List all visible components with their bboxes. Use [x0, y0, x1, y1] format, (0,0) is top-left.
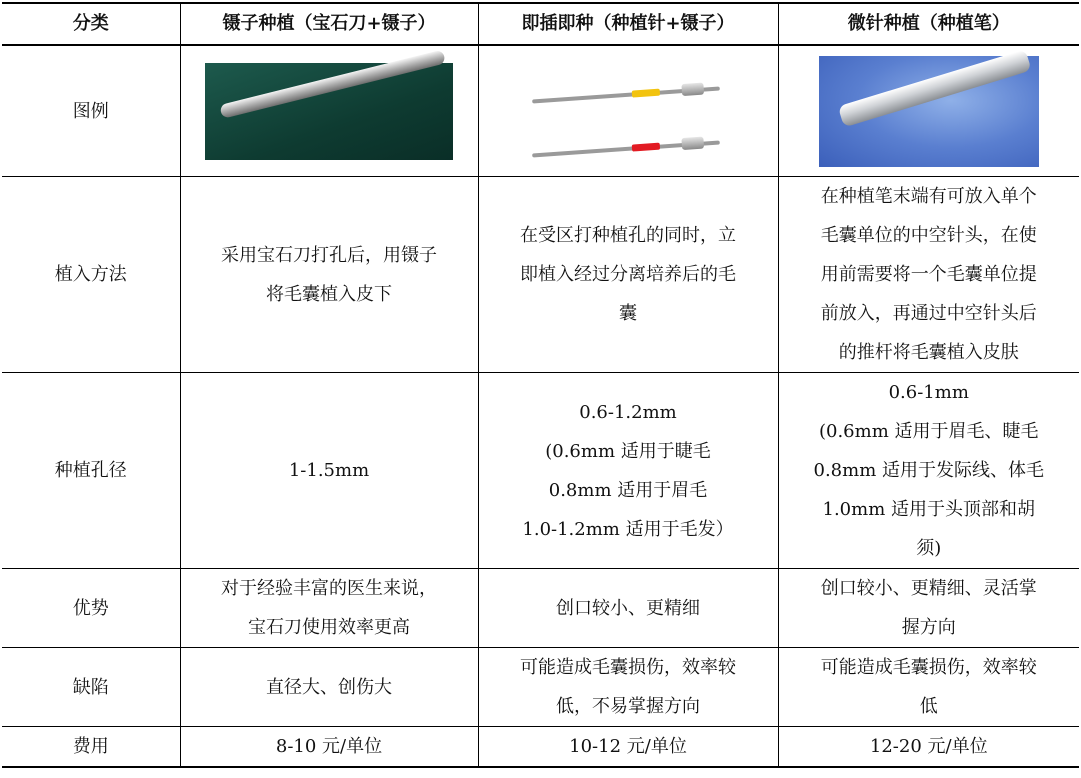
- text-line: 低: [919, 696, 938, 717]
- needle-yellow: [532, 86, 720, 103]
- text-line: 1-1.5mm: [288, 460, 370, 481]
- text-line: 囊: [619, 303, 637, 324]
- text-line: 1.0-1.2mm 适用于毛发）: [522, 518, 734, 540]
- row-label-advantage: 优势: [2, 569, 180, 648]
- illustration-cell-3: [778, 45, 1079, 177]
- cost-cell-2: [478, 727, 778, 768]
- hole-cell-1: [180, 373, 478, 569]
- text-line: 8-10 元/单位: [275, 736, 383, 757]
- row-advantage: [2, 569, 1079, 648]
- text-line: 10-12 元/单位: [569, 736, 687, 757]
- header-row: [2, 3, 1079, 45]
- text-line: 创口较小、更精细、灵活掌: [820, 578, 1037, 599]
- text-line: 可能造成毛囊损伤，效率较: [520, 657, 736, 678]
- header-category: 分类: [2, 3, 180, 45]
- row-label-hole-diameter: 种植孔径: [2, 373, 180, 569]
- header-microneedle-method: 微针种植（种植笔）: [778, 3, 1079, 45]
- text-line: 毛囊单位的中空针头，在使: [820, 225, 1037, 246]
- text-line: 握方向: [901, 617, 956, 638]
- text-line: 0.6-1mm: [888, 382, 969, 403]
- illustration-cell-2: [478, 45, 778, 177]
- disadvantage-cell-3: [778, 648, 1079, 727]
- row-illustration: [2, 45, 1079, 177]
- header-tweezer-method: 镊子种植（宝石刀+镊子）: [180, 3, 478, 45]
- text-line: 在受区打种植孔的同时，立: [520, 225, 736, 246]
- text-line: 低，不易掌握方向: [556, 696, 700, 717]
- method-cell-1: [180, 177, 478, 373]
- row-cost: [2, 727, 1079, 768]
- cost-cell-3: [778, 727, 1079, 768]
- text-line: 直径大、创伤大: [266, 676, 392, 698]
- method-cell-2: [478, 177, 778, 373]
- text-line: 的推杆将毛囊植入皮肤: [838, 342, 1019, 363]
- row-label-method: 植入方法: [2, 177, 180, 373]
- text-line: 可能造成毛囊损伤，效率较: [820, 657, 1037, 678]
- text-line: 宝石刀使用效率更高: [248, 617, 410, 638]
- gem-blade-pen-image: [205, 63, 453, 160]
- hole-cell-3: [778, 373, 1079, 569]
- text-line: 1.0mm 适用于头顶部和胡: [822, 499, 1035, 520]
- advantage-cell-3: [778, 569, 1079, 648]
- implant-needles-image: [528, 61, 728, 161]
- text-line: 0.6-1.2mm: [579, 401, 677, 423]
- implant-pen-image: [819, 56, 1039, 167]
- row-hole-diameter: [2, 373, 1079, 569]
- text-line: (0.6mm 适用于眉毛、睫毛: [818, 421, 1039, 442]
- text-line: 须): [916, 538, 942, 559]
- advantage-cell-1: [180, 569, 478, 648]
- text-line: 0.8mm 适用于发际线、体毛: [813, 460, 1044, 481]
- text-line: 用前需要将一个毛囊单位提: [820, 264, 1037, 285]
- text-line: (0.6mm 适用于睫毛: [545, 440, 711, 462]
- comparison-table: [2, 2, 1079, 768]
- row-disadvantage: [2, 648, 1079, 727]
- text-line: 0.8mm 适用于眉毛: [548, 479, 708, 501]
- text-line: 12-20 元/单位: [869, 736, 988, 757]
- disadvantage-cell-1: [180, 648, 478, 727]
- text-line: 采用宝石刀打孔后，用镊子: [221, 244, 437, 266]
- text-line: 创口较小、更精细: [556, 597, 700, 619]
- text-line: 对于经验丰富的医生来说，: [221, 578, 437, 599]
- advantage-cell-2: [478, 569, 778, 648]
- illustration-cell-1: [180, 45, 478, 177]
- needle-red: [532, 140, 720, 157]
- text-line: 即植入经过分离培养后的毛: [520, 264, 736, 285]
- disadvantage-cell-2: [478, 648, 778, 727]
- row-label-cost: 费用: [2, 727, 180, 768]
- row-method: [2, 177, 1079, 373]
- row-label-disadvantage: 缺陷: [2, 648, 180, 727]
- method-cell-3: [778, 177, 1079, 373]
- text-line: 将毛囊植入皮下: [266, 283, 392, 305]
- pen-body: [838, 49, 1032, 127]
- header-insert-method: 即插即种（种植针+镊子）: [478, 3, 778, 45]
- pen-body: [219, 49, 446, 118]
- text-line: 前放入，再通过中空针头后: [820, 303, 1037, 324]
- cost-cell-1: [180, 727, 478, 768]
- row-label-illustration: 图例: [2, 45, 180, 177]
- hole-cell-2: [478, 373, 778, 569]
- text-line: 在种植笔末端有可放入单个: [820, 186, 1037, 207]
